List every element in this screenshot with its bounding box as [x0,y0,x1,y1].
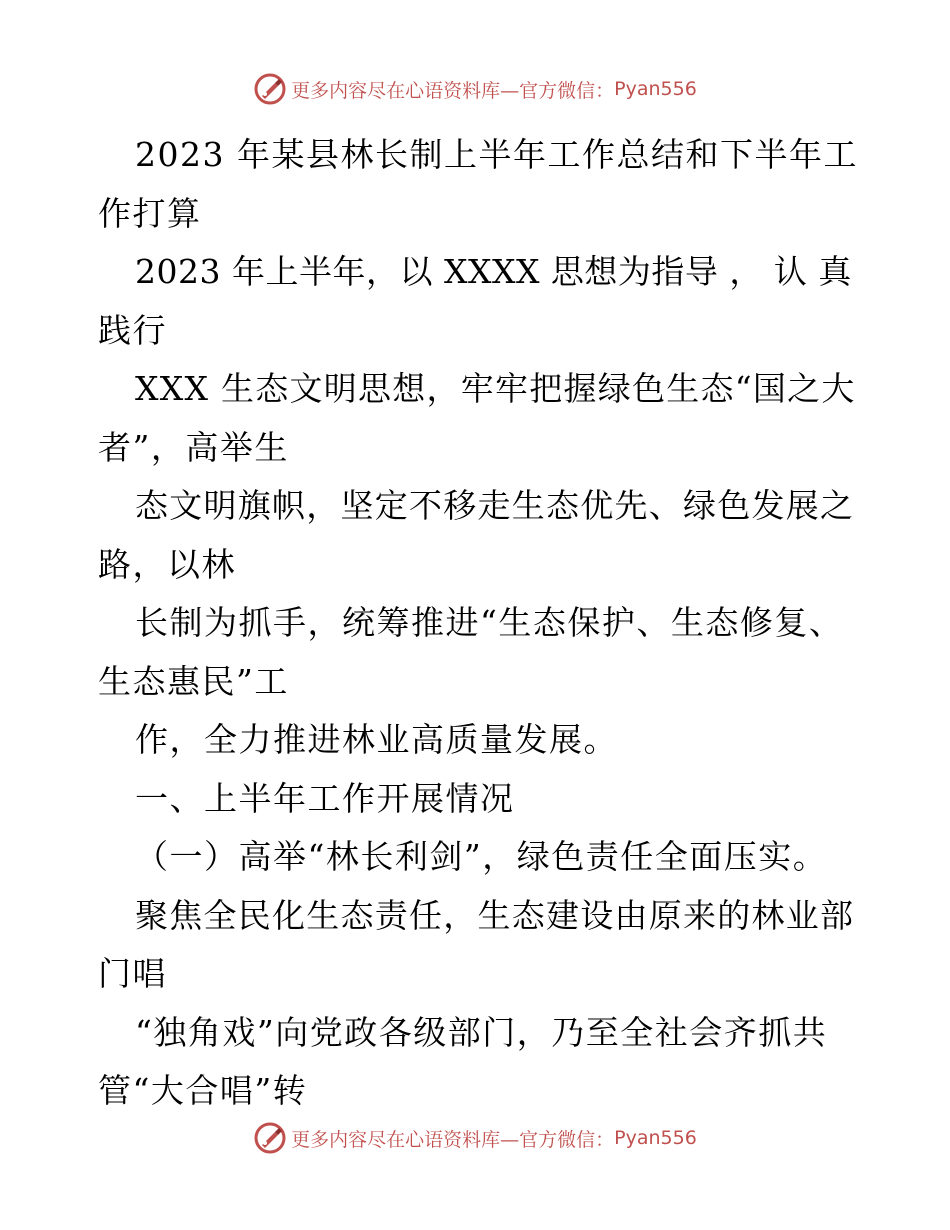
text-line: 生态惠民”工 [98,661,289,701]
text-line: （一）高举“林长利剑”，绿色责任全面压实。 [135,837,828,876]
text-line: 2023 年上半年，以 XXXX 思想为指导 ， 认 真 [135,252,852,291]
text-line: 门唱 [98,954,167,993]
text-line: 一、上半年工作开展情况 [135,778,515,818]
text-line: 路，以林 [98,544,236,584]
text-line: 践行 [98,310,167,350]
text-line: 长制为抓手，统筹推进“生态保护、生态修复、 [135,603,844,642]
text-line: “独角戏”向党政各级部门，乃至全社会齐抓共 [135,1012,828,1052]
text-line: XXX 生态文明思想，牢牢把握绿色生态“国之大 [135,369,856,408]
text-line: 作打算 [98,193,202,233]
text-line: 态文明旗帜，坚定不移走生态优先、绿色发展之 [135,486,855,525]
text-line: 作，全力推进林业高质量发展。 [135,720,618,759]
watermark-account: Pyan556 [614,78,697,100]
watermark-text: 更多内容尽在心语资料库—官方微信： [291,1128,615,1151]
text-line: 聚焦全民化生态责任，生态建设由原来的林业部 [135,895,855,935]
pen-logo-icon [253,72,287,106]
footer-watermark [0,1121,950,1155]
watermark-text: 更多内容尽在心语资料库—官方微信： [291,79,615,102]
text-line: 2023 年某县林长制上半年工作总结和下半年工 [135,135,858,174]
pen-logo-icon [253,1121,287,1155]
text-line: 者”，高举生 [98,427,289,467]
document-body [98,126,858,1121]
text-line: 管“大合唱”转 [98,1071,308,1110]
header-watermark [0,72,950,106]
watermark-account: Pyan556 [614,1127,697,1149]
